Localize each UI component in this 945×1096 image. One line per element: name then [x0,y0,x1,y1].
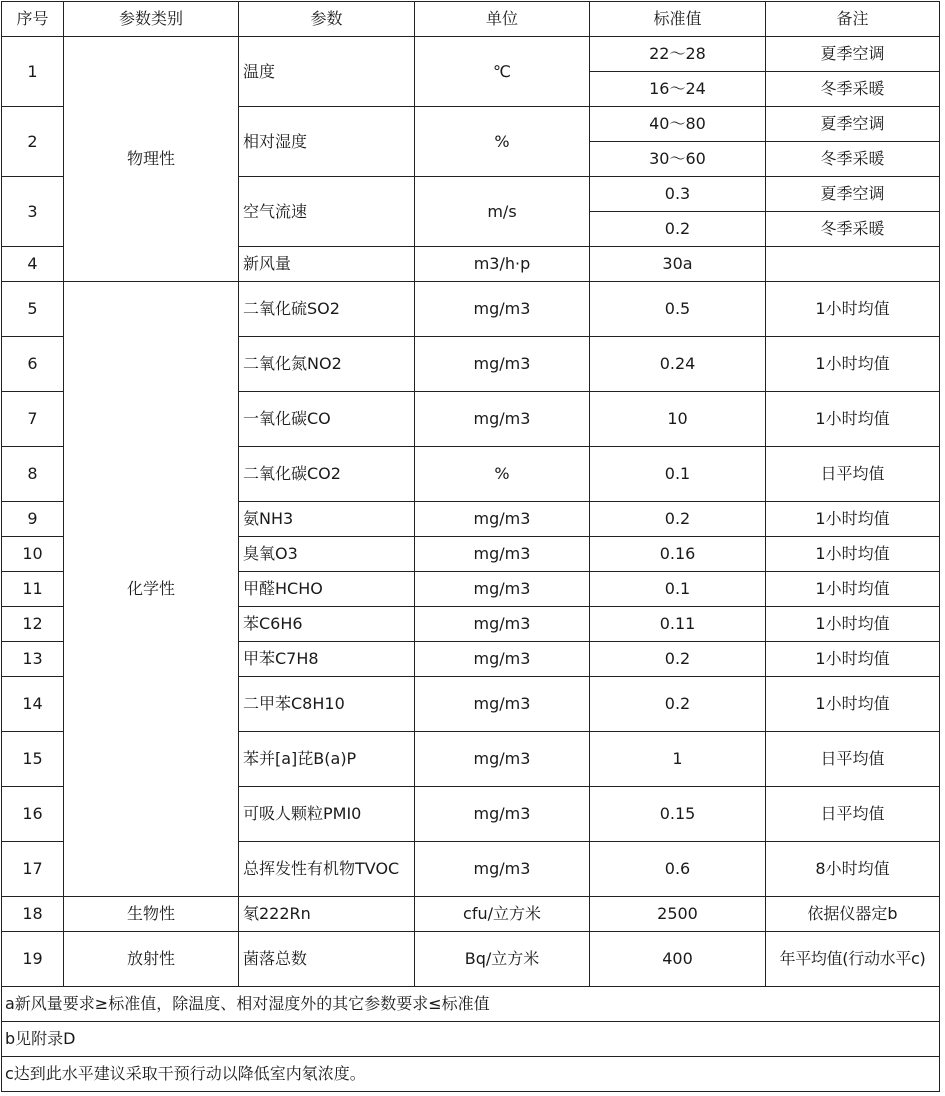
unit-cell: ℃ [415,37,590,107]
unit-cell: mg/m3 [415,842,590,897]
standard-value-cell: 30a [590,247,766,282]
standard-value-cell: 0.5 [590,282,766,337]
remark-cell: 冬季采暖 [766,212,940,247]
remark-cell: 1小时均值 [766,677,940,732]
unit-cell: mg/m3 [415,732,590,787]
standard-value-cell: 22～28 [590,37,766,72]
unit-cell: m3/h·p [415,247,590,282]
unit-cell: mg/m3 [415,642,590,677]
parameter-cell: 相对湿度 [239,107,415,177]
row-number: 11 [2,572,64,607]
header-cell-standard-value: 标准值 [590,2,766,37]
category-cell-radioactive: 放射性 [64,932,239,987]
parameter-cell: 二氧化硫SO2 [239,282,415,337]
row-number: 16 [2,787,64,842]
unit-cell: % [415,447,590,502]
category-cell-physical: 物理性 [64,37,239,282]
standard-value-cell: 0.2 [590,212,766,247]
header-cell-category: 参数类别 [64,2,239,37]
table-row [2,932,940,987]
row-number: 10 [2,537,64,572]
remark-cell: 1小时均值 [766,392,940,447]
standard-value-cell: 0.24 [590,337,766,392]
unit-cell: mg/m3 [415,337,590,392]
remark-cell: 日平均值 [766,787,940,842]
parameter-cell: 苯并[a]芘B(a)P [239,732,415,787]
header-cell-no: 序号 [2,2,64,37]
remark-cell: 1小时均值 [766,572,940,607]
standard-value-cell: 0.3 [590,177,766,212]
standard-value-cell: 0.2 [590,502,766,537]
header-cell-unit: 单位 [415,2,590,37]
footnote-row [2,1057,940,1092]
parameter-cell: 二氧化氮NO2 [239,337,415,392]
footnote-c: c达到此水平建议采取干预行动以降低室内氡浓度。 [2,1057,940,1092]
remark-cell: 夏季空调 [766,177,940,212]
unit-cell: mg/m3 [415,502,590,537]
footnote-b: b见附录D [2,1022,940,1057]
remark-cell: 1小时均值 [766,607,940,642]
standard-value-cell: 0.6 [590,842,766,897]
standard-value-cell: 30～60 [590,142,766,177]
parameter-cell: 菌落总数 [239,932,415,987]
row-number: 17 [2,842,64,897]
standard-value-cell: 0.2 [590,677,766,732]
unit-cell: mg/m3 [415,392,590,447]
row-number: 7 [2,392,64,447]
parameter-cell: 新风量 [239,247,415,282]
unit-cell: mg/m3 [415,787,590,842]
row-number: 2 [2,107,64,177]
standard-value-cell: 400 [590,932,766,987]
standard-value-cell: 0.1 [590,572,766,607]
row-number: 15 [2,732,64,787]
parameter-cell: 氡222Rn [239,897,415,932]
unit-cell: % [415,107,590,177]
row-number: 12 [2,607,64,642]
row-number: 14 [2,677,64,732]
footnote-row [2,1022,940,1057]
standard-value-cell: 10 [590,392,766,447]
unit-cell: mg/m3 [415,537,590,572]
footnote-a: a新风量要求≥标准值，除温度、相对湿度外的其它参数要求≤标准值 [2,987,940,1022]
standard-value-cell: 16～24 [590,72,766,107]
category-cell-biological: 生物性 [64,897,239,932]
remark-cell: 夏季空调 [766,37,940,72]
remark-cell: 日平均值 [766,732,940,787]
standard-value-cell: 2500 [590,897,766,932]
parameter-cell: 温度 [239,37,415,107]
unit-cell: cfu/立方米 [415,897,590,932]
row-number: 5 [2,282,64,337]
parameter-cell: 一氧化碳CO [239,392,415,447]
row-number: 13 [2,642,64,677]
parameter-cell: 臭氧O3 [239,537,415,572]
table-row [2,897,940,932]
unit-cell: mg/m3 [415,282,590,337]
row-number: 1 [2,37,64,107]
remark-cell: 冬季采暖 [766,142,940,177]
remark-cell: 8小时均值 [766,842,940,897]
standard-value-cell: 0.11 [590,607,766,642]
header-cell-parameter: 参数 [239,2,415,37]
remark-cell: 1小时均值 [766,282,940,337]
parameter-cell: 总挥发性有机物TVOC [239,842,415,897]
parameter-cell: 苯C6H6 [239,607,415,642]
remark-cell: 1小时均值 [766,502,940,537]
row-number: 6 [2,337,64,392]
remark-cell: 夏季空调 [766,107,940,142]
standard-value-cell: 1 [590,732,766,787]
standard-value-cell: 0.1 [590,447,766,502]
standard-value-cell: 40～80 [590,107,766,142]
row-number: 18 [2,897,64,932]
remark-cell [766,247,940,282]
table-row [2,37,940,72]
remark-cell: 1小时均值 [766,537,940,572]
parameter-cell: 甲醛HCHO [239,572,415,607]
standard-value-cell: 0.16 [590,537,766,572]
parameter-cell: 甲苯C7H8 [239,642,415,677]
header-row [2,2,940,37]
category-cell-chemical: 化学性 [64,282,239,897]
remark-cell: 1小时均值 [766,642,940,677]
parameter-cell: 二氧化碳CO2 [239,447,415,502]
standard-value-cell: 0.15 [590,787,766,842]
footnote-row [2,987,940,1022]
header-cell-remark: 备注 [766,2,940,37]
indoor-air-quality-standard-table [1,1,940,1092]
parameter-cell: 二甲苯C8H10 [239,677,415,732]
row-number: 19 [2,932,64,987]
remark-cell: 依据仪器定b [766,897,940,932]
remark-cell: 年平均值(行动水平c) [766,932,940,987]
parameter-cell: 空气流速 [239,177,415,247]
remark-cell: 冬季采暖 [766,72,940,107]
row-number: 9 [2,502,64,537]
row-number: 3 [2,177,64,247]
remark-cell: 1小时均值 [766,337,940,392]
table-row [2,282,940,337]
unit-cell: mg/m3 [415,607,590,642]
unit-cell: m/s [415,177,590,247]
row-number: 8 [2,447,64,502]
unit-cell: mg/m3 [415,572,590,607]
standard-value-cell: 0.2 [590,642,766,677]
unit-cell: mg/m3 [415,677,590,732]
row-number: 4 [2,247,64,282]
parameter-cell: 可吸人颗粒PMI0 [239,787,415,842]
unit-cell: Bq/立方米 [415,932,590,987]
remark-cell: 日平均值 [766,447,940,502]
parameter-cell: 氨NH3 [239,502,415,537]
